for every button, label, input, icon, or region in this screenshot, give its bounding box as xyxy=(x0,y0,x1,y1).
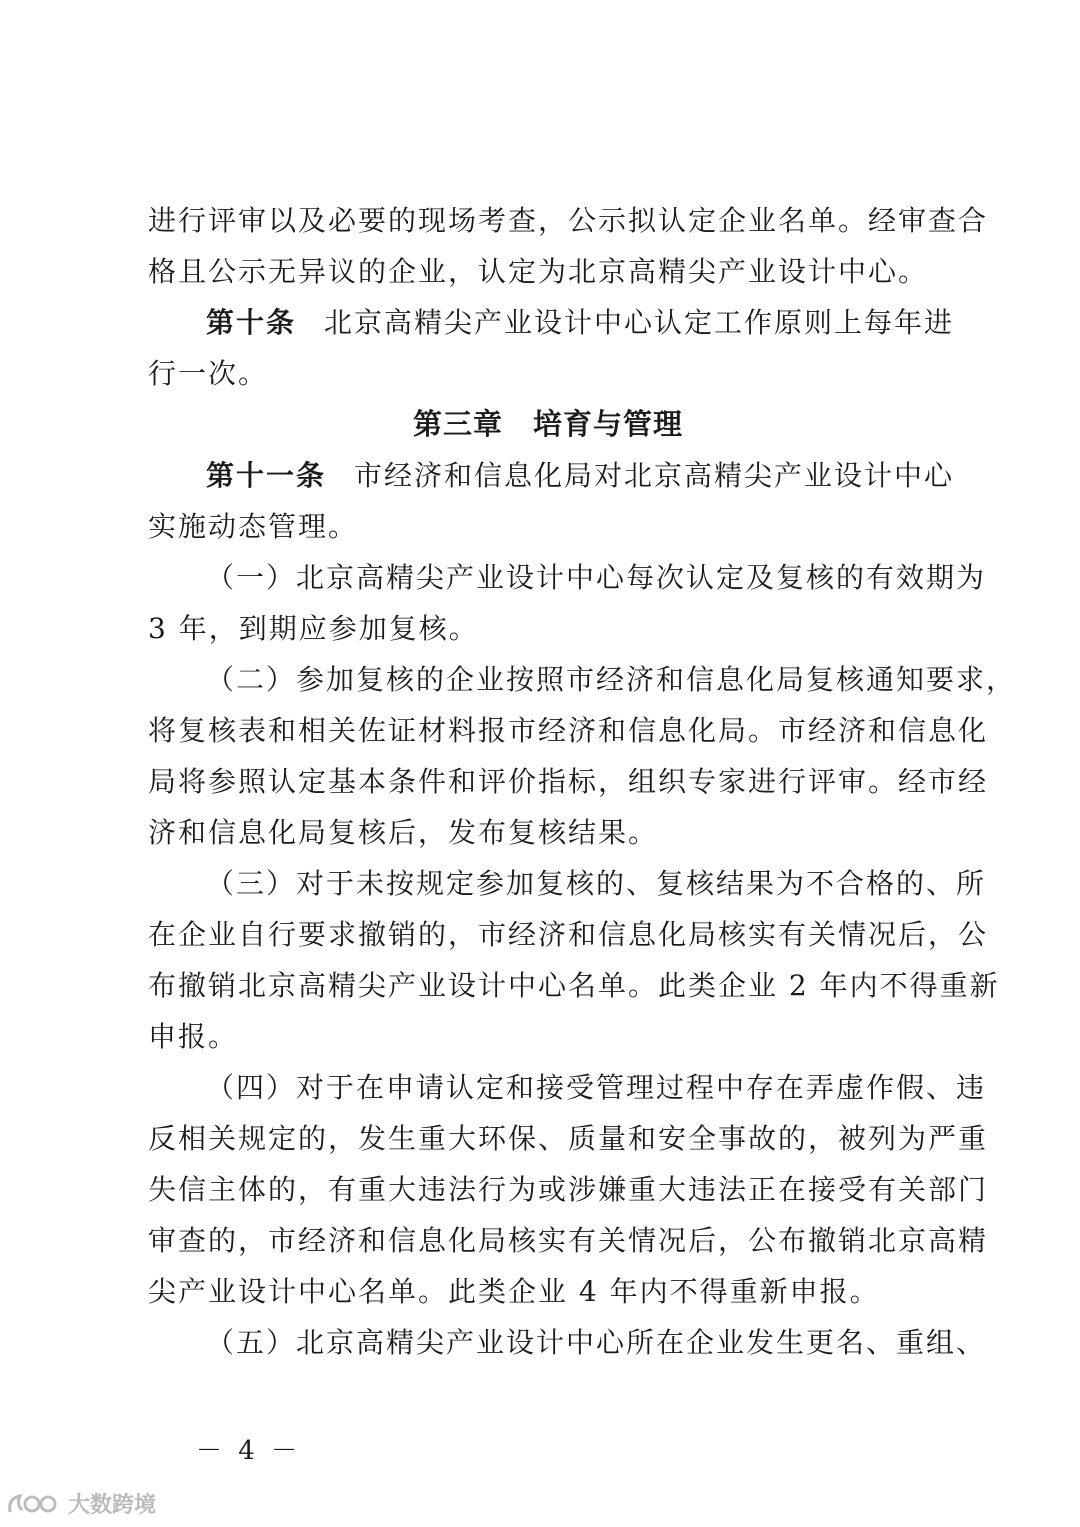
line-text: （四）对于在申请认定和接受管理过程中存在弄虚作假、违 xyxy=(206,1071,987,1104)
line-text: （二）参加复核的企业按照市经济和信息化局复核通知要求， xyxy=(206,663,1017,696)
paragraph-line xyxy=(148,807,948,858)
chapter-heading: 第三章 培育与管理 xyxy=(412,407,683,441)
line-text: 失信主体的，有重大违法行为或涉嫌重大违法正在接受有关部门 xyxy=(148,1173,989,1206)
line-text: （五）北京高精尖产业设计中心所在企业发生更名、重组、 xyxy=(206,1326,987,1359)
line-text: 市经济和信息化局对北京高精尖产业设计中心 xyxy=(354,459,955,492)
line-text: 北京高精尖产业设计中心认定工作原则上每年进 xyxy=(324,306,955,339)
line-text: 格且公示无异议的企业，认定为北京高精尖产业设计中心。 xyxy=(148,255,929,288)
paragraph-line xyxy=(148,756,989,807)
line-text: 3 年，到期应参加复核。 xyxy=(148,612,479,645)
line-text: 济和信息化局复核后，发布复核结果。 xyxy=(148,816,659,849)
paragraph-line xyxy=(148,246,948,297)
page-number: － 4 － xyxy=(196,1436,302,1466)
body-text xyxy=(148,195,1017,1368)
paragraph-line xyxy=(148,1113,989,1164)
paragraph-line xyxy=(148,603,948,654)
line-text: 行一次。 xyxy=(148,357,269,390)
paragraph-line xyxy=(148,909,989,960)
line-text: 将复核表和相关佐证材料报市经济和信息化局。市经济和信息化 xyxy=(148,714,989,747)
line-text: 申报。 xyxy=(148,1020,239,1053)
paragraph-line xyxy=(148,552,987,603)
paragraph-line xyxy=(148,501,948,552)
paragraph-line xyxy=(148,1266,948,1317)
paragraph-line xyxy=(148,450,955,501)
line-text: （三）对于未按规定参加复核的、复核结果为不合格的、所 xyxy=(206,867,987,900)
line-text: 在企业自行要求撤销的，市经济和信息化局核实有关情况后，公 xyxy=(148,918,989,951)
article-number: 第十一条 xyxy=(206,459,327,492)
line-text: 局将参照认定基本条件和评价指标，组织专家进行评审。经市经 xyxy=(148,765,989,798)
paragraph-line xyxy=(148,1011,948,1062)
line-text: （一）北京高精尖产业设计中心每次认定及复核的有效期为 xyxy=(206,561,987,594)
paragraph-line xyxy=(148,1317,987,1368)
watermark xyxy=(6,1488,156,1519)
paragraph-line xyxy=(148,348,948,399)
paragraph-line xyxy=(148,1062,987,1113)
line-text: 进行评审以及必要的现场考查，公示拟认定企业名单。经审查合 xyxy=(148,204,989,237)
line-text: 布撤销北京高精尖产业设计中心名单。此类企业 2 年内不得重新 xyxy=(148,969,1000,1002)
paragraph-line xyxy=(148,858,987,909)
line-text: 反相关规定的，发生重大环保、质量和安全事故的，被列为严重 xyxy=(148,1122,989,1155)
paragraph-line xyxy=(148,195,989,246)
paragraph-line xyxy=(148,705,989,756)
paragraph-line xyxy=(148,1215,989,1266)
paragraph-line xyxy=(148,960,1000,1011)
line-text: 实施动态管理。 xyxy=(148,510,359,543)
line-text: 审查的，市经济和信息化局核实有关情况后，公布撤销北京高精 xyxy=(148,1224,989,1257)
watermark-text: 大数跨境 xyxy=(68,1493,157,1518)
article-number: 第十条 xyxy=(206,306,297,339)
paragraph-line xyxy=(148,1164,989,1215)
line-text: 尖产业设计中心名单。此类企业 4 年内不得重新申报。 xyxy=(148,1275,880,1308)
watermark-logo-icon xyxy=(6,1490,62,1518)
paragraph-line xyxy=(148,654,1017,705)
paragraph-line xyxy=(148,297,955,348)
